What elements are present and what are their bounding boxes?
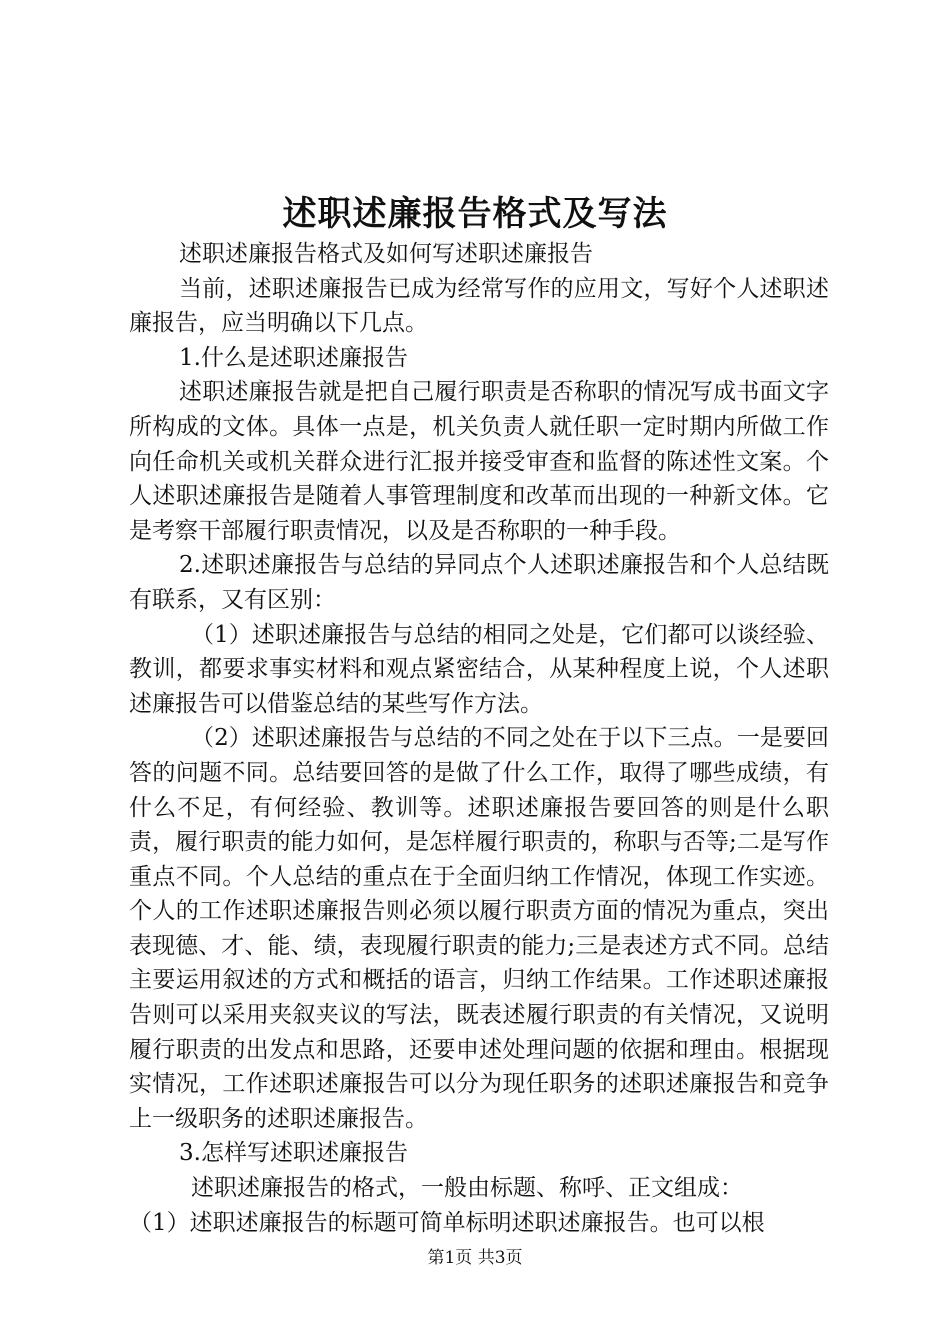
paragraph-intro: 当前，述职述廉报告已成为经常写作的应用文，写好个人述职述廉报告，应当明确以下几点。 (129, 275, 829, 337)
paragraph-title-rule: （1）述职述廉报告的标题可简单标明述职述廉报告。也可以根 (129, 1209, 765, 1236)
paragraph-subtitle: 述职述廉报告格式及如何写述职述廉报告 (179, 241, 593, 267)
section-heading-2: 2.述职述廉报告与总结的异同点个人述职述廉报告和个人总结既有联系，又有区别： (129, 552, 829, 613)
section-heading-1: 1.什么是述职述廉报告 (179, 344, 408, 371)
paragraph-definition: 述职述廉报告就是把自己履行职责是否称职的情况写成书面文字所构成的文体。具体一点是，机关负责人就任职一定时期内所做工作向任命机关或机关群众进行汇报并接受审查和监督的陈述性文案。个人述职述廉报告是随着人事管理制度和改革而出现的一种新文体。它是考察干部履行职责情况，以及是否称职的一种手段。 (129, 379, 829, 544)
section-heading-3: 3.怎样写述职述廉报告 (179, 1140, 408, 1167)
document-body (129, 237, 829, 1240)
paragraph-format: 述职述廉报告的格式，一般由标题、称呼、正文组成： (191, 1175, 743, 1202)
document-title: 述职述廉报告格式及写法 (282, 194, 668, 234)
page-footer: 第1页 共3页 (427, 1248, 523, 1268)
paragraph-differences: （2）述职述廉报告与总结的不同之处在于以下三点。一是要回答的问题不同。总结要回答的是做了什么工作，取得了哪些成绩，有什么不足，有何经验、教训等。述职述廉报告要回答的则是什么职责，履行职责的能力如何，是怎样履行职责的，称职与否等;二是写作重点不同。个人总结的重点在于全面归纳工作情况，体现工作实迹。个人的工作述职述廉报告则必须以履行职责方面的情况为重点，突出表现德、才、能、绩，表现履行职责的能力;三是表述方式不同。总结主要运用叙述的方式和概括的语言，归纳工作结果。工作述职述廉报告则可以采用夹叙夹议的写法，既表述履行职责的有关情况，又说明履行职责的出发点和思路，还要申述处理问题的依据和理由。根据现实情况，工作述职述廉报告可以分为现任职务的述职述廉报告和竞争上一级职务的述职述廉报告。 (129, 725, 829, 1132)
paragraph-similarities: （1）述职述廉报告与总结的相同之处是，它们都可以谈经验、教训，都要求事实材料和观点紧密结合，从某种程度上说，个人述职述廉报告可以借鉴总结的某些写作方法。 (129, 621, 829, 717)
